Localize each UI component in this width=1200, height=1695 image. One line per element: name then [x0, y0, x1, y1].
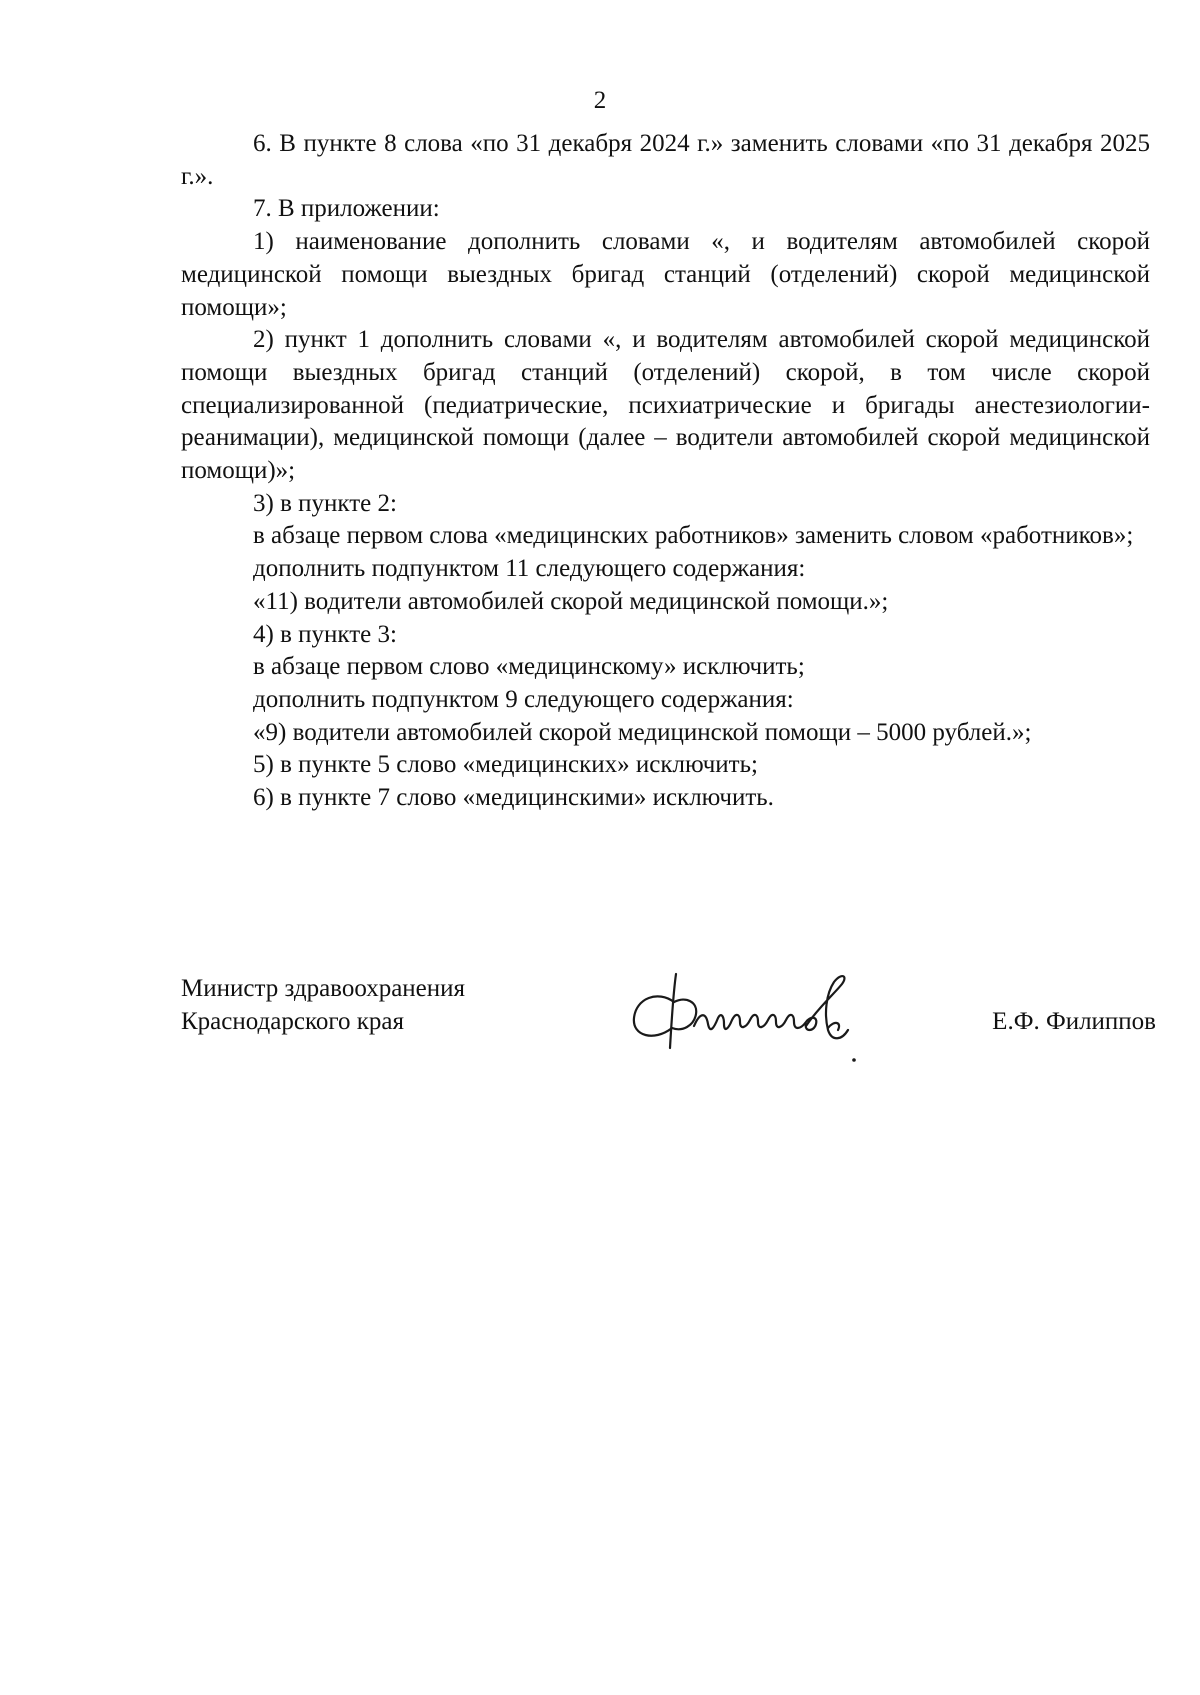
paragraph-subitem-3-abzac: в абзаце первом слова «медицинских работников» заменить словом «работников»; — [253, 522, 1134, 550]
page-number: 2 — [593, 87, 607, 114]
paragraph-item-7: 7. В приложении: — [253, 195, 440, 223]
paragraph-subitem-4-quote: «9) водители автомобилей скорой медицинской помощи – 5000 рублей.»; — [253, 718, 1032, 746]
paragraph-subitem-1: 1) наименование дополнить словами «, и водителям автомобилей скорой медицинской помощи выездных бригад станций (отделений) скорой медицинской помощи»; — [181, 228, 1150, 321]
paragraph-subitem-5: 5) в пункте 5 слово «медицинских» исключить; — [253, 751, 758, 779]
signer-position-line1: Министр здравоохранения — [181, 975, 466, 1002]
paragraph-subitem-2: 2) пункт 1 дополнить словами «, и водителям автомобилей скорой медицинской помощи выездных бригад станций (отделений) скорой, в том числе скорой специализированной (педиатрические, психиатрические и бригады анестезиологии-реанимации), медицинской помощи (далее – водители автомобилей скорой медицинской помощи)»; — [181, 326, 1150, 485]
paragraph-subitem-3-quote: «11) водители автомобилей скорой медицинской помощи.»; — [253, 587, 889, 615]
signer-name: Е.Ф. Филиппов — [992, 1008, 1156, 1035]
paragraph-subitem-6: 6) в пункте 7 слово «медицинскими» исключить. — [253, 784, 774, 812]
paragraph-subitem-3-add: дополнить подпунктом 11 следующего содержания: — [253, 555, 806, 583]
signer-position-line2: Краснодарского края — [181, 1008, 404, 1035]
document-body — [181, 128, 1150, 815]
paragraph-subitem-4-abzac: в абзаце первом слово «медицинскому» исключить; — [253, 653, 805, 681]
paragraph-item-6: 6. В пункте 8 слова «по 31 декабря 2024 г.» заменить словами «по 31 декабря 2025 г.». — [181, 130, 1150, 190]
paragraph-subitem-4-add: дополнить подпунктом 9 следующего содержания: — [253, 685, 794, 713]
handwritten-signature — [628, 968, 898, 1063]
signer-position — [181, 972, 465, 1038]
paragraph-subitem-4: 4) в пункте 3: — [253, 620, 397, 648]
paragraph-subitem-3: 3) в пункте 2: — [253, 489, 397, 517]
